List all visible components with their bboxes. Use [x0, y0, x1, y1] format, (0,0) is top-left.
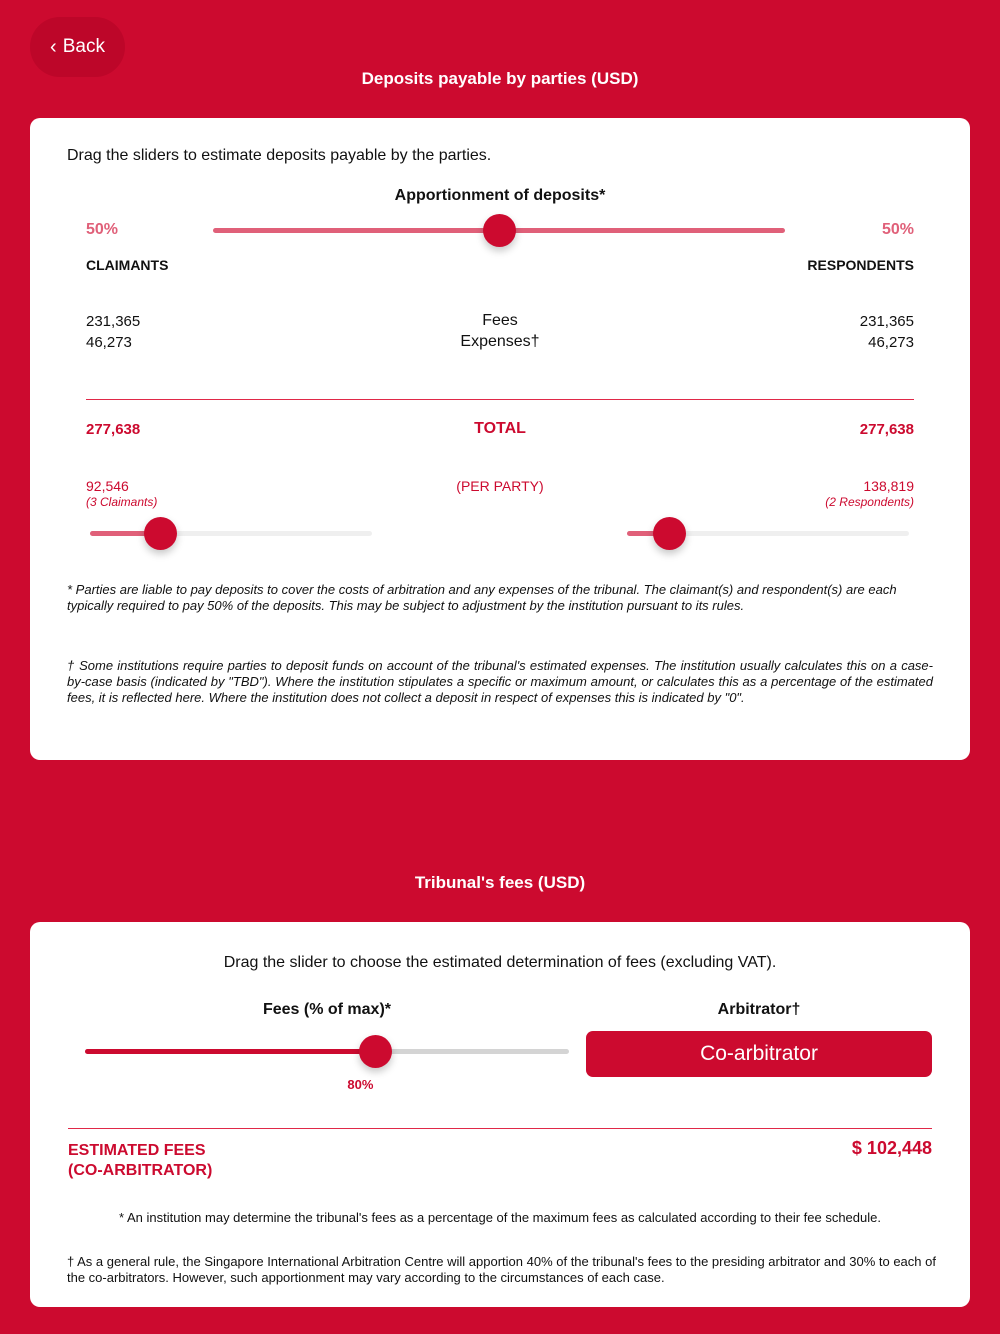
respondents-slider-track[interactable]	[627, 531, 909, 536]
per-claimant-amount: 92,546	[86, 478, 129, 494]
estimated-fees-label-line1: ESTIMATED FEES	[68, 1142, 206, 1159]
respondents-percent: 50%	[881, 221, 914, 238]
respondents-fees: 231,365	[859, 313, 914, 330]
tribunal-card	[30, 922, 970, 1307]
claimants-label: CLAIMANTS	[86, 257, 169, 273]
fees-slider-thumb[interactable]	[359, 1035, 392, 1068]
fees-percent-label: Fees (% of max)*	[262, 1001, 392, 1018]
fees-row-label: Fees	[482, 312, 518, 329]
back-label: Back	[62, 36, 105, 57]
tribunal-section-title: Tribunal's fees (USD)	[414, 873, 586, 892]
arbitrator-label: Arbitrator†	[717, 1001, 801, 1018]
estimated-fees-label-line2: (CO-ARBITRATOR)	[68, 1162, 213, 1179]
expenses-row-label: Expenses†	[460, 333, 540, 350]
total-divider	[86, 399, 914, 400]
per-respondent-amount: 138,819	[863, 478, 914, 494]
apportionment-slider-thumb[interactable]	[483, 214, 516, 247]
claimants-slider-thumb[interactable]	[144, 517, 177, 550]
claimants-fees: 231,365	[86, 313, 141, 330]
deposits-section-title: Deposits payable by parties (USD)	[361, 69, 639, 88]
tribunal-note-star: * An institution may determine the tribunal's fees as a percentage of the maximum fees as calculated according to their fee schedule.	[119, 1210, 881, 1225]
deposits-note-star: * Parties are liable to pay deposits to cover the costs of arbitration and any expenses of the tribunal. The claimant(s) and respondent(s) are each typically required to pay 50% of the deposits. This may be subject to adjustment by the institution pursuant to its rules.	[67, 582, 897, 613]
claimants-count: (3 Claimants)	[86, 495, 158, 509]
arbitrator-value: Co-arbitrator	[700, 1042, 818, 1065]
claimants-slider-track[interactable]	[90, 531, 372, 536]
respondents-total: 277,638	[859, 421, 914, 438]
fees-slider-track[interactable]	[85, 1049, 569, 1054]
apportionment-label: Apportionment of deposits*	[394, 187, 606, 204]
total-label: TOTAL	[474, 420, 526, 437]
arbitrator-selector[interactable]	[586, 1031, 932, 1077]
respondents-count: (2 Respondents)	[825, 495, 914, 509]
respondents-label: RESPONDENTS	[807, 257, 914, 273]
estimated-divider	[68, 1128, 932, 1129]
respondents-slider-thumb[interactable]	[653, 517, 686, 550]
estimated-fees-value: $ 102,448	[851, 1138, 932, 1158]
deposits-card	[30, 118, 970, 760]
tribunal-instruction: Drag the slider to choose the estimated determination of fees (excluding VAT).	[223, 954, 777, 971]
estimated-fees-label	[68, 1141, 212, 1181]
tribunal-note-dagger: † As a general rule, the Singapore International Arbitration Centre will apportion 40% of the tribunal's fees to the presiding arbitrator and 30% to each of the co-arbitrators. However, such apportionment may vary according to the circumstances of each case.	[67, 1254, 936, 1285]
back-button[interactable]	[30, 17, 125, 77]
fees-percent-value: 80%	[347, 1077, 374, 1092]
claimants-total: 277,638	[86, 421, 141, 438]
fees-slider-fill	[85, 1049, 375, 1054]
chevron-left-icon: ‹	[50, 36, 57, 58]
claimants-percent: 50%	[86, 221, 119, 238]
deposits-instruction: Drag the sliders to estimate deposits payable by the parties.	[67, 147, 492, 164]
claimants-expenses: 46,273	[86, 334, 132, 351]
per-party-label: (PER PARTY)	[456, 478, 544, 494]
respondents-expenses: 46,273	[868, 334, 914, 351]
deposits-note-dagger: † Some institutions require parties to deposit funds on account of the tribunal's estimated expenses. The institution usually calculates this on a case-by-case basis (indicated by "TBD"). Where the institution stipulates a specific or maximum amount, or calculates this as a percentage of the estimated fees, it is reflected here. Where the institution does not collect a deposit in respect of expenses this is indicated by "0".	[67, 658, 933, 705]
apportionment-slider-track[interactable]	[213, 228, 785, 233]
